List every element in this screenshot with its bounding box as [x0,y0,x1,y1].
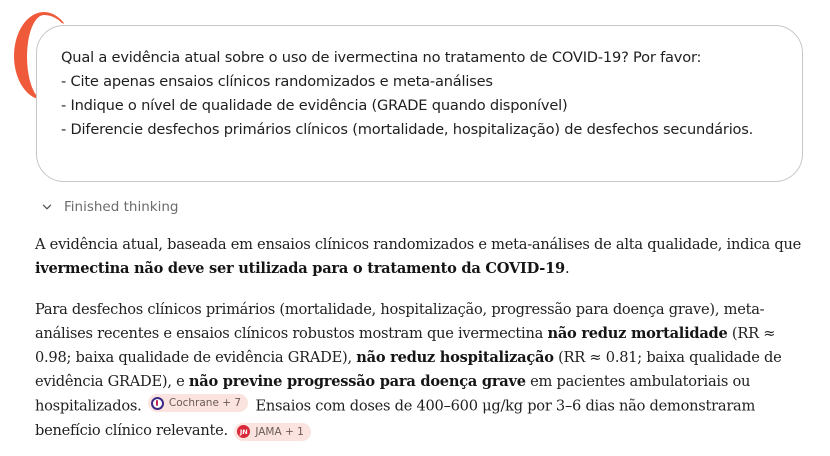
prompt-line: Qual a evidência atual sobre o uso de ivermectina no tratamento de COVID-19? Por favor: [61,49,702,66]
thinking-toggle[interactable] [38,198,178,216]
citation-label: JAMA + 1 [255,425,304,438]
citation-label: Cochrane + 7 [168,397,242,409]
citation-chip-jama[interactable] [234,423,311,441]
citation-chip-cochrane[interactable] [148,394,248,412]
cochrane-logo-icon [151,397,164,410]
prompt-line: - Diferencie desfechos primários clínicos (mortalidade, hospitalização) de desfechos secundários. [61,121,754,138]
jama-logo-icon: JN [237,425,250,438]
response-paragraph [35,233,810,281]
response-paragraph [35,298,810,443]
user-prompt-bubble [36,25,803,182]
bold-text: não reduz mortalidade [547,325,728,342]
text: . [564,260,570,277]
chevron-down-icon [38,198,56,216]
bold-text: ivermectina não deve ser utilizada para o tratamento da COVID-19 [35,260,565,277]
bold-text: não reduz hospitalização [356,349,554,366]
text: A evidência atual, baseada em ensaios clínicos randomizados e meta-análises de alta qualidade, indica que [35,236,802,253]
assistant-response [35,233,810,456]
thinking-label: Finished thinking [64,199,179,215]
text: (RR ≈ 0.98; baixa qualidade de evidência GRADE), [35,325,776,366]
text: (RR ≈ 0.81; baixa qualidade de evidência GRADE), e [35,349,782,390]
text: em pacientes ambulatoriais ou hospitalizados. [35,373,751,415]
bold-text: não previne progressão para doença grave [188,373,526,390]
prompt-line: - Indique o nível de qualidade de evidência (GRADE quando disponível) [61,97,568,114]
text: Ensaios com doses de 400–600 μg/kg por 3–6 dias não demonstraram benefício clínico relevante. [35,397,756,439]
text: Para desfechos clínicos primários (mortalidade, hospitalização, progressão para doença grave), meta-análises recentes e ensaios clínicos robustos mostram que ivermectina [35,301,765,342]
prompt-line: - Cite apenas ensaios clínicos randomizados e meta-análises [61,73,493,90]
